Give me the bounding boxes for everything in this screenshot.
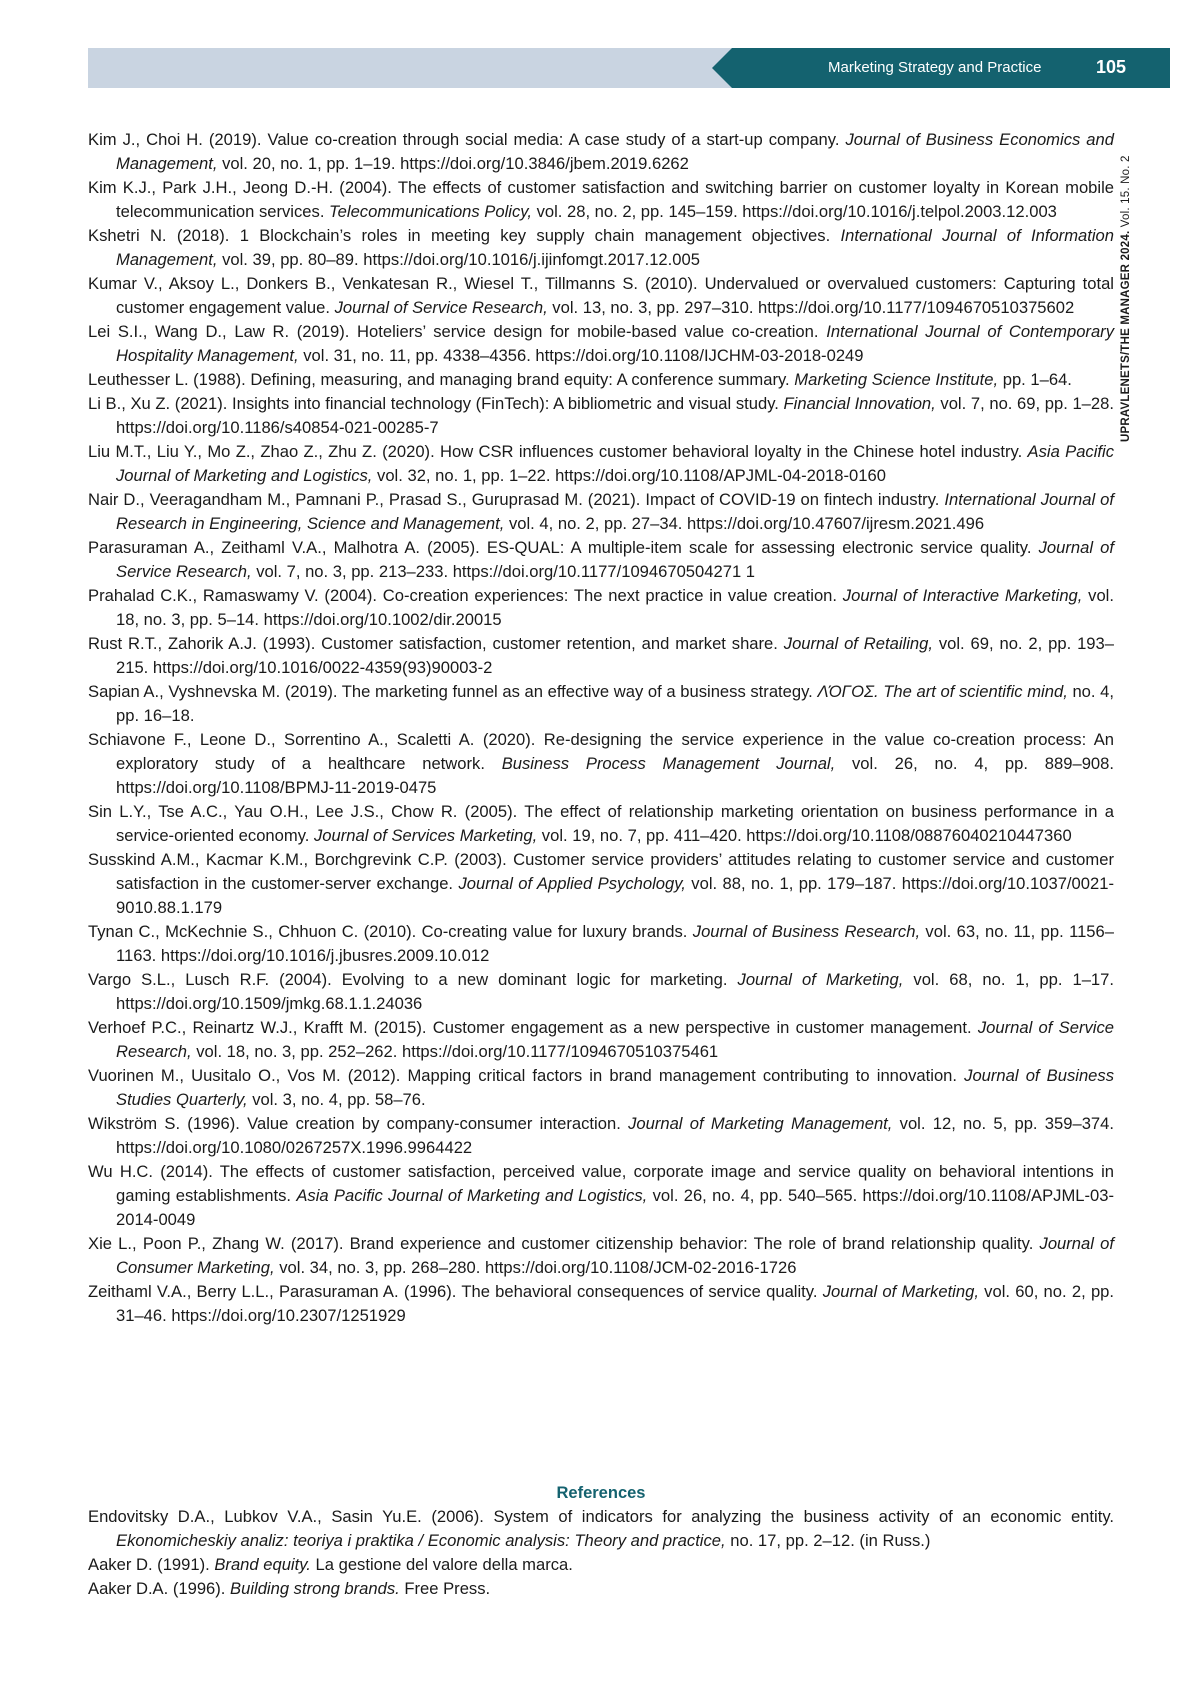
reference-authors-title: Leuthesser L. (1988). Defining, measuring, and managing brand equity: A conference summary.	[88, 370, 795, 389]
reference-journal: Journal of Service Research,	[334, 298, 548, 317]
reference-authors-title: Sapian A., Vyshnevska M. (2019). The marketing funnel as an effective way of a business strategy.	[88, 682, 818, 701]
reference-journal: Journal of Services Marketing,	[313, 826, 538, 845]
reference-journal: Journal of Business Studies Quarterly,	[116, 1066, 1114, 1109]
reference-item	[88, 320, 1114, 368]
reference-journal: Journal of Marketing,	[822, 1282, 979, 1301]
reference-journal: Journal of Interactive Marketing,	[842, 586, 1083, 605]
reference-authors-title: Lei S.I., Wang D., Law R. (2019). Hoteliers’ service design for mobile-based value co-creation.	[88, 322, 827, 341]
reference-item	[88, 1577, 1114, 1601]
reference-journal: ΛΌΓOΣ. The art of scientific mind,	[817, 682, 1068, 701]
reference-item	[88, 272, 1114, 320]
journal-issue: Vol. 15. No. 2	[1120, 155, 1132, 231]
reference-item	[88, 368, 1114, 392]
reference-details: vol. 19, no. 7, pp. 411–420. https://doi.org/10.1108/08876040210447360	[537, 826, 1072, 845]
reference-item	[88, 632, 1114, 680]
reference-journal: Financial Innovation,	[783, 394, 936, 413]
reference-item	[88, 488, 1114, 536]
reference-details: vol. 26, no. 4, pp. 540–565. https://doi.org/10.1108/APJML-03-2014-0049	[116, 1186, 1115, 1229]
reference-details: vol. 28, no. 2, pp. 145–159. https://doi.org/10.1016/j.telpol.2003.12.003	[531, 202, 1057, 221]
reference-details: vol. 7, no. 3, pp. 213–233. https://doi.org/10.1177/1094670504271 1	[251, 562, 756, 581]
reference-authors-title: Wu H.C. (2014). The effects of customer satisfaction, perceived value, corporate image and service quality on behavioral intentions in gaming establishments.	[88, 1162, 1114, 1205]
reference-details: vol. 13, no. 3, pp. 297–310. https://doi.org/10.1177/1094670510375602	[547, 298, 1075, 317]
reference-authors-title: Endovitsky D.A., Lubkov V.A., Sasin Yu.E. (2006). System of indicators for analyzing the business activity of an economic entity.	[88, 1507, 1114, 1526]
reference-details: vol. 60, no. 2, pp. 31–46. https://doi.org/10.2307/1251929	[116, 1282, 1115, 1325]
reference-authors-title: Liu M.T., Liu Y., Mo Z., Zhao Z., Zhu Z. (2020). How CSR influences customer behavioral loyalty in the Chinese hotel industry.	[88, 442, 1028, 461]
reference-details: vol. 18, no. 3, pp. 5–14. https://doi.org/10.1002/dir.20015	[116, 586, 1114, 629]
reference-journal: Journal of Business Research,	[692, 922, 921, 941]
reference-item	[88, 1232, 1114, 1280]
references-heading: References	[556, 1484, 646, 1502]
reference-authors-title: Susskind A.M., Kacmar K.M., Borchgrevink C.P. (2003). Customer service providers’ attitudes relating to customer service and customer satisfaction in the customer-server exchange.	[88, 850, 1114, 893]
reference-authors-title: Prahalad C.K., Ramaswamy V. (2004). Co-creation experiences: The next practice in value creation.	[88, 586, 843, 605]
reference-details: vol. 68, no. 1, pp. 1–17. https://doi.org/10.1509/jmkg.68.1.1.24036	[116, 970, 1114, 1013]
reference-details: vol. 39, pp. 80–89. https://doi.org/10.1016/j.ijinfomgt.2017.12.005	[217, 250, 700, 269]
reference-item	[88, 128, 1114, 176]
reference-list-secondary	[88, 1505, 1114, 1601]
reference-journal: Telecommunications Policy,	[329, 202, 532, 221]
reference-authors-title: Sin L.Y., Tse A.C., Yau O.H., Lee J.S., Chow R. (2005). The effect of relationship marketing orientation on business performance in a service-oriented economy.	[88, 802, 1114, 845]
reference-journal: Journal of Service Research,	[116, 538, 1115, 581]
reference-item	[88, 1112, 1114, 1160]
reference-journal: Journal of Marketing,	[737, 970, 904, 989]
reference-journal: International Journal of Contemporary Hospitality Management,	[116, 322, 1114, 365]
reference-journal: Asia Pacific Journal of Marketing and Logistics,	[116, 442, 1114, 485]
reference-item	[88, 392, 1114, 440]
reference-details: no. 4, pp. 16–18.	[116, 682, 1114, 725]
reference-details: vol. 18, no. 3, pp. 252–262. https://doi.org/10.1177/1094670510375461	[191, 1042, 719, 1061]
reference-authors-title: Li B., Xu Z. (2021). Insights into financial technology (FinTech): A bibliometric and visual study.	[88, 394, 784, 413]
reference-journal: Asia Pacific Journal of Marketing and Logistics,	[296, 1186, 648, 1205]
reference-item	[88, 1064, 1114, 1112]
journal-side-label	[1120, 155, 1132, 442]
reference-details: vol. 3, no. 4, pp. 58–76.	[247, 1090, 426, 1109]
reference-authors-title: Kim J., Choi H. (2019). Value co-creation through social media: A case study of a start-up company.	[88, 130, 846, 149]
reference-item	[88, 968, 1114, 1016]
reference-details: vol. 4, no. 2, pp. 27–34. https://doi.org/10.47607/ijresm.2021.496	[504, 514, 985, 533]
reference-item	[88, 440, 1114, 488]
reference-authors-title: Vargo S.L., Lusch R.F. (2004). Evolving to a new dominant logic for marketing.	[88, 970, 738, 989]
reference-details: vol. 32, no. 1, pp. 1–22. https://doi.org/10.1108/APJML-04-2018-0160	[372, 466, 886, 485]
reference-details: vol. 7, no. 69, pp. 1–28. https://doi.org/10.1186/s40854-021-00285-7	[116, 394, 1114, 437]
reference-journal: Marketing Science Institute,	[794, 370, 999, 389]
reference-journal: Journal of Consumer Marketing,	[116, 1234, 1114, 1277]
reference-item	[88, 1553, 1114, 1577]
page-number: 105	[1096, 57, 1127, 77]
reference-journal: Ekonomicheskiy analiz: teoriya i praktika / Economic analysis: Theory and practice,	[116, 1531, 726, 1550]
reference-authors-title: Verhoef P.C., Reinartz W.J., Krafft M. (2015). Customer engagement as a new perspective in customer management.	[88, 1018, 978, 1037]
reference-journal: Journal of Service Research,	[116, 1018, 1114, 1061]
reference-details: Free Press.	[399, 1579, 491, 1598]
reference-authors-title: Tynan C., McKechnie S., Chhuon C. (2010). Co-creating value for luxury brands.	[88, 922, 693, 941]
reference-item	[88, 728, 1114, 800]
reference-journal: International Journal of Research in Engineering, Science and Management,	[116, 490, 1114, 533]
reference-item	[88, 848, 1114, 920]
reference-journal: Journal of Marketing Management,	[628, 1114, 893, 1133]
reference-item	[88, 224, 1114, 272]
reference-journal: Brand equity.	[214, 1555, 311, 1574]
reference-details: vol. 20, no. 1, pp. 1–19. https://doi.org/10.3846/jbem.2019.6262	[217, 154, 689, 173]
reference-details: vol. 26, no. 4, pp. 889–908. https://doi.org/10.1108/BPMJ-11-2019-0475	[116, 754, 1114, 797]
reference-item	[88, 800, 1114, 848]
reference-item	[88, 1505, 1114, 1553]
reference-authors-title: Kim K.J., Park J.H., Jeong D.-H. (2004). The effects of customer satisfaction and switching barrier on customer loyalty in Korean mobile telecommunication services.	[88, 178, 1114, 221]
reference-journal: Building strong brands.	[230, 1579, 400, 1598]
reference-details: pp. 1–64.	[998, 370, 1072, 389]
reference-item	[88, 1280, 1114, 1328]
reference-authors-title: Parasuraman A., Zeithaml V.A., Malhotra A. (2005). ES-QUAL: A multiple-item scale for assessing electronic service quality.	[88, 538, 1039, 557]
reference-journal: Journal of Business Economics and Management,	[116, 130, 1114, 173]
reference-details: no. 17, pp. 2–12. (in Russ.)	[725, 1531, 931, 1550]
reference-authors-title: Zeithaml V.A., Berry L.L., Parasuraman A. (1996). The behavioral consequences of service quality.	[88, 1282, 823, 1301]
reference-journal: Journal of Retailing,	[783, 634, 933, 653]
reference-details: vol. 12, no. 5, pp. 359–374. https://doi.org/10.1080/0267257X.1996.9964422	[116, 1114, 1114, 1157]
reference-authors-title: Aaker D. (1991).	[88, 1555, 215, 1574]
reference-journal: International Journal of Information Management,	[116, 226, 1114, 269]
reference-details: vol. 31, no. 11, pp. 4338–4356. https://doi.org/10.1108/IJCHM-03-2018-0249	[298, 346, 864, 365]
reference-details: vol. 88, no. 1, pp. 179–187. https://doi.org/10.1037/0021-9010.88.1.179	[116, 874, 1114, 917]
reference-details: vol. 34, no. 3, pp. 268–280. https://doi.org/10.1108/JCM-02-2016-1726	[274, 1258, 797, 1277]
reference-list	[88, 128, 1114, 1328]
reference-item	[88, 536, 1114, 584]
reference-authors-title: Kshetri N. (2018). 1 Blockchain’s roles in meeting key supply chain management objectives.	[88, 226, 841, 245]
journal-name: UPRAVLENETS/THE MANAGER 2024.	[1120, 230, 1132, 442]
reference-authors-title: Rust R.T., Zahorik A.J. (1993). Customer satisfaction, customer retention, and market share.	[88, 634, 784, 653]
reference-item	[88, 176, 1114, 224]
reference-details: La gestione del valore della marca.	[310, 1555, 573, 1574]
reference-journal: Business Process Management Journal,	[501, 754, 836, 773]
reference-details: vol. 63, no. 11, pp. 1156–1163. https://doi.org/10.1016/j.jbusres.2009.10.012	[116, 922, 1114, 965]
reference-authors-title: Schiavone F., Leone D., Sorrentino A., Scaletti A. (2020). Re-designing the service experience in the value co-creation process: An exploratory study of a healthcare network.	[88, 730, 1114, 773]
reference-authors-title: Wikström S. (1996). Value creation by company-consumer interaction.	[88, 1114, 629, 1133]
reference-authors-title: Kumar V., Aksoy L., Donkers B., Venkatesan R., Wiesel T., Tillmanns S. (2010). Undervalued or overvalued customers: Capturing total customer engagement value.	[88, 274, 1114, 317]
reference-item	[88, 584, 1114, 632]
section-title: Marketing Strategy and Practice	[828, 59, 1042, 76]
reference-item	[88, 1160, 1114, 1232]
reference-item	[88, 1016, 1114, 1064]
reference-authors-title: Xie L., Poon P., Zhang W. (2017). Brand experience and customer citizenship behavior: The role of brand relationship quality.	[88, 1234, 1040, 1253]
reference-authors-title: Nair D., Veeragandham M., Pamnani P., Prasad S., Guruprasad M. (2021). Impact of COVID-19 on fintech industry.	[88, 490, 945, 509]
reference-item	[88, 680, 1114, 728]
reference-authors-title: Vuorinen M., Uusitalo O., Vos M. (2012). Mapping critical factors in brand management contributing to innovation.	[88, 1066, 965, 1085]
reference-authors-title: Aaker D.A. (1996).	[88, 1579, 231, 1598]
reference-journal: Journal of Applied Psychology,	[458, 874, 686, 893]
reference-details: vol. 69, no. 2, pp. 193–215. https://doi.org/10.1016/0022-4359(93)90003-2	[116, 634, 1114, 677]
reference-item	[88, 920, 1114, 968]
